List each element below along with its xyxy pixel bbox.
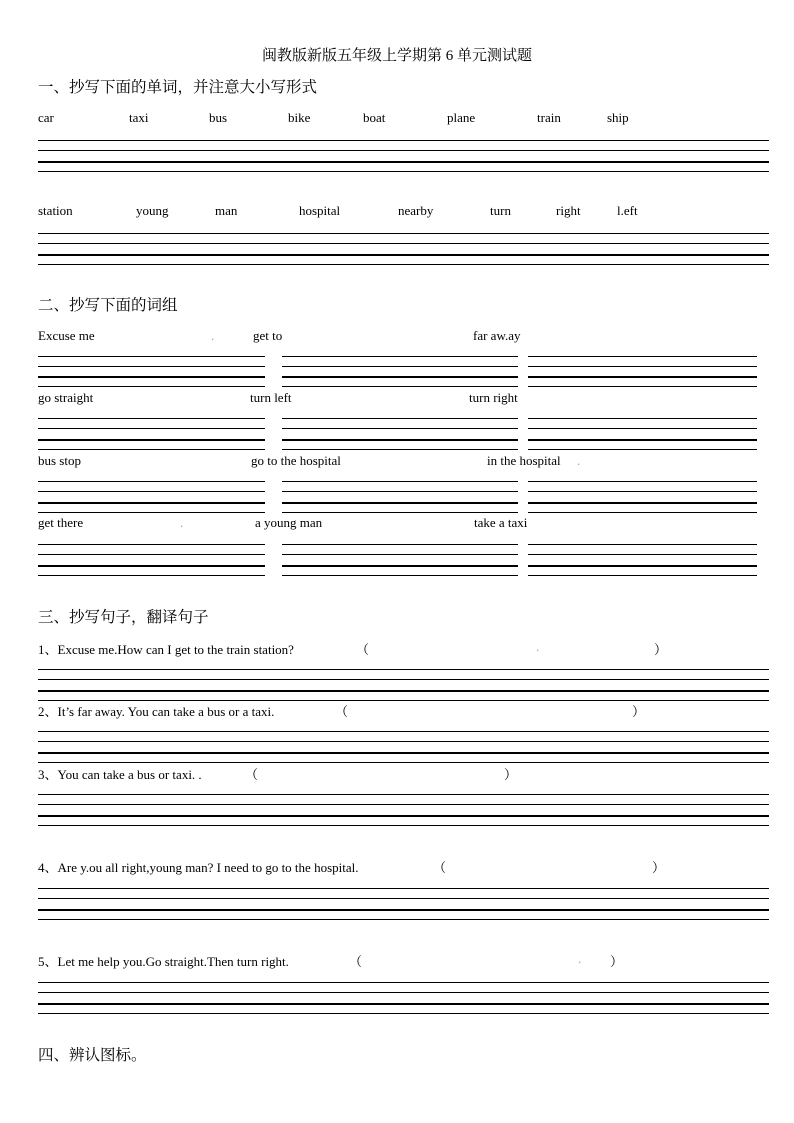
paren-open: （ xyxy=(433,860,447,875)
writing-line xyxy=(282,449,518,450)
stray-dot: . xyxy=(577,453,581,468)
sentence-4: 4、Are y.ou all right,young man? I need to go to the hospital. xyxy=(38,860,359,875)
writing-line xyxy=(282,356,518,357)
writing-line xyxy=(38,418,265,419)
phrase-go-straight: go straight xyxy=(38,390,94,405)
writing-line xyxy=(38,1013,769,1014)
paren-open: （ xyxy=(356,642,370,657)
writing-line xyxy=(38,575,265,576)
phrase-get-to: get to xyxy=(253,328,283,343)
writing-line xyxy=(38,982,769,983)
writing-line xyxy=(282,418,518,419)
word-nearby: nearby xyxy=(398,203,434,218)
writing-line xyxy=(38,565,265,567)
writing-line xyxy=(282,544,518,545)
phrase-go-to-the-hospital: go to the hospital xyxy=(251,453,341,468)
writing-line xyxy=(282,502,518,504)
writing-line xyxy=(38,690,769,692)
writing-line xyxy=(528,376,757,378)
writing-line xyxy=(282,439,518,441)
sentence-3: 3、You can take a bus or taxi. . xyxy=(38,767,202,782)
word-taxi: taxi xyxy=(129,110,149,125)
paren-open: （ xyxy=(335,704,349,719)
writing-line xyxy=(528,418,757,419)
writing-line xyxy=(38,376,265,378)
phrase-take-a-taxi: take a taxi xyxy=(474,515,528,530)
word-station: station xyxy=(38,203,73,218)
writing-line xyxy=(528,512,757,513)
writing-line xyxy=(38,449,265,450)
stray-dot: . xyxy=(180,515,184,530)
word-left: l.eft xyxy=(617,203,638,218)
phrase-a-young-man: a young man xyxy=(255,515,323,530)
stray-dot: . xyxy=(536,639,540,654)
paren-open: （ xyxy=(245,767,259,782)
writing-line xyxy=(282,481,518,482)
word-plane: plane xyxy=(447,110,476,125)
sentence-1: 1、Excuse me.How can I get to the train station? xyxy=(38,642,294,657)
writing-line xyxy=(38,909,769,911)
writing-line xyxy=(282,512,518,513)
writing-line xyxy=(38,233,769,234)
writing-line xyxy=(38,140,769,141)
phrase-bus-stop: bus stop xyxy=(38,453,81,468)
phrase-in-the-hospital: in the hospital xyxy=(487,453,561,468)
writing-line xyxy=(528,565,757,567)
writing-line xyxy=(38,491,265,492)
sentence-5: 5、Let me help you.Go straight.Then turn right. xyxy=(38,954,289,969)
writing-line xyxy=(38,544,265,545)
writing-line xyxy=(38,1003,769,1005)
writing-line xyxy=(38,752,769,754)
section-3-heading: 三、抄写句子，翻译句子 xyxy=(38,609,209,626)
paren-close: ） xyxy=(652,860,666,875)
paren-close: ） xyxy=(504,767,518,782)
writing-line xyxy=(38,762,769,763)
writing-line xyxy=(38,366,265,367)
writing-line xyxy=(38,254,769,256)
writing-line xyxy=(528,554,757,555)
word-ship: ship xyxy=(607,110,629,125)
writing-line xyxy=(38,386,265,387)
writing-line xyxy=(38,741,769,742)
writing-line xyxy=(38,439,265,441)
phrase-excuse-me: Excuse me xyxy=(38,328,95,343)
writing-line xyxy=(38,794,769,795)
writing-line xyxy=(38,150,769,151)
paren-open: （ xyxy=(349,954,363,969)
word-young: young xyxy=(136,203,169,218)
writing-line xyxy=(528,439,757,441)
writing-line xyxy=(38,243,769,244)
writing-line xyxy=(282,376,518,378)
word-train: train xyxy=(537,110,561,125)
writing-line xyxy=(38,502,265,504)
writing-line xyxy=(38,815,769,817)
writing-line xyxy=(38,554,265,555)
writing-line xyxy=(282,575,518,576)
word-bike: bike xyxy=(288,110,311,125)
writing-line xyxy=(38,731,769,732)
section-4-heading: 四、辨认图标。 xyxy=(38,1047,147,1064)
writing-line xyxy=(282,366,518,367)
writing-line xyxy=(38,481,265,482)
writing-line xyxy=(38,264,769,265)
writing-line xyxy=(528,502,757,504)
writing-line xyxy=(528,356,757,357)
writing-line xyxy=(528,491,757,492)
writing-line xyxy=(528,386,757,387)
writing-line xyxy=(38,992,769,993)
writing-line xyxy=(282,428,518,429)
writing-line xyxy=(282,386,518,387)
writing-line xyxy=(38,171,769,172)
stray-dot: . xyxy=(578,951,582,966)
word-turn: turn xyxy=(490,203,511,218)
writing-line xyxy=(528,575,757,576)
word-right: right xyxy=(556,203,581,218)
paren-close: ） xyxy=(610,954,624,969)
writing-line xyxy=(38,888,769,889)
writing-line xyxy=(282,554,518,555)
writing-line xyxy=(282,565,518,567)
writing-line xyxy=(38,669,769,670)
writing-line xyxy=(38,804,769,805)
phrase-get-there: get there xyxy=(38,515,84,530)
writing-line xyxy=(38,428,265,429)
stray-dot: . xyxy=(211,328,215,343)
writing-line xyxy=(528,428,757,429)
sentence-2: 2、It’s far away. You can take a bus or a taxi. xyxy=(38,704,275,719)
writing-line xyxy=(38,825,769,826)
phrase-turn-left: turn left xyxy=(250,390,292,405)
section-2-heading: 二、抄写下面的词组 xyxy=(38,297,178,314)
writing-line xyxy=(528,544,757,545)
word-boat: boat xyxy=(363,110,386,125)
writing-line xyxy=(528,481,757,482)
writing-line xyxy=(528,366,757,367)
writing-line xyxy=(38,161,769,163)
writing-line xyxy=(38,356,265,357)
writing-line xyxy=(38,898,769,899)
section-1-heading: 一、抄写下面的单词，并注意大小写形式 xyxy=(38,79,318,96)
word-man: man xyxy=(215,203,238,218)
writing-line xyxy=(38,919,769,920)
paren-close: ） xyxy=(632,704,646,719)
word-hospital: hospital xyxy=(299,203,341,218)
word-car: car xyxy=(38,110,54,125)
writing-line xyxy=(38,512,265,513)
page-title: 闽教版新版五年级上学期第 6 单元测试题 xyxy=(261,48,532,64)
writing-line xyxy=(282,491,518,492)
phrase-far-away: far aw.ay xyxy=(473,328,521,343)
paren-close: ） xyxy=(654,642,668,657)
word-bus: bus xyxy=(209,110,228,125)
phrase-turn-right: turn right xyxy=(469,390,518,405)
writing-line xyxy=(38,679,769,680)
writing-line xyxy=(528,449,757,450)
